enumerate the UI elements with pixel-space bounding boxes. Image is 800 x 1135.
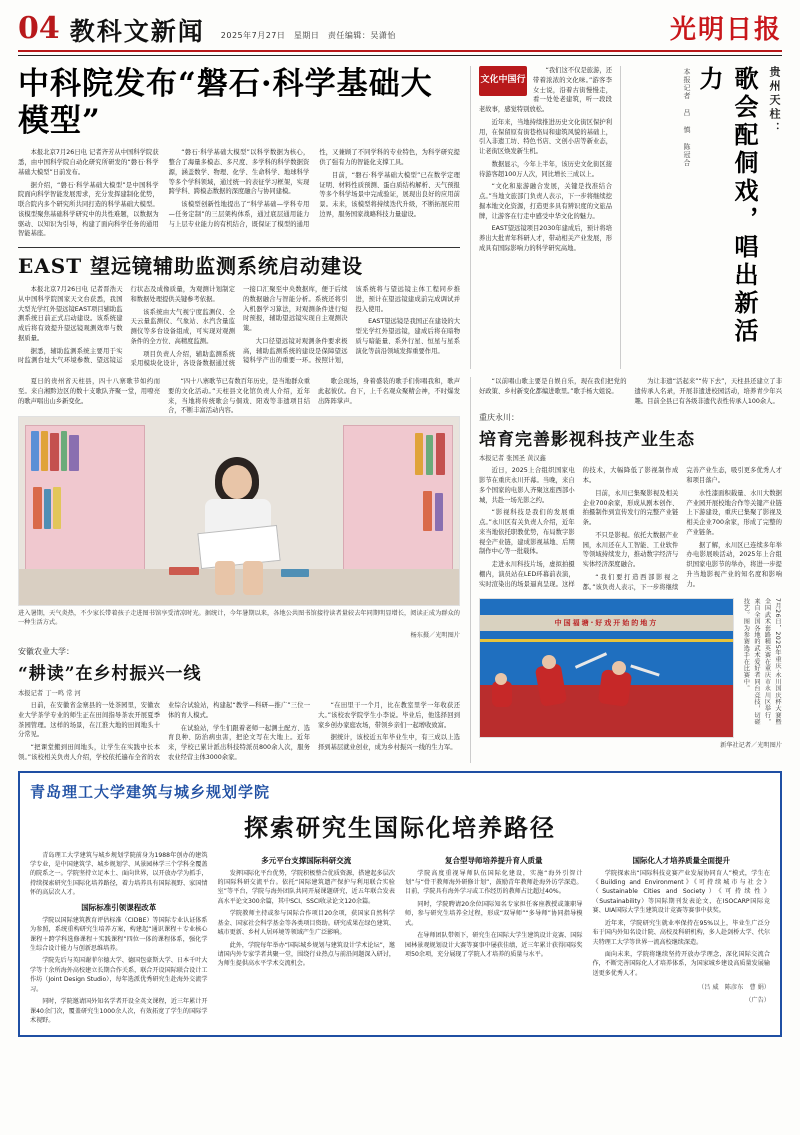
east-body	[18, 285, 460, 369]
masthead-divider	[18, 55, 782, 56]
nongda-byline: 本报记者 丁一鸣 常 河	[18, 690, 81, 698]
feature-signature: （吕 威 陈彦东 曹 娟）	[698, 984, 770, 992]
east-para: 大口径望远镜对观测条件要求极高，辅助监测系统的建设是保障望远镜科学产出的重要一环。按照计划，该系统将与望远镜主体工程同步推进，预计在望远镜建成前完成调试并投入使用。	[243, 286, 460, 365]
feature-para: 在导师团队带领下，研究生在国际大学生建筑设计竞赛、国际园林景观规划设计大赛等赛事中屡获佳绩，近三年累计获得国际奖项50余项，充分展现了学院人才培养的质量与水平。	[405, 932, 583, 959]
nongda-kicker: 安徽农业大学：	[18, 647, 74, 657]
guizhou-para: 夏日的贵州省天柱县，四十八寨歌节如约而至。来自湘黔边区的数十支歌队齐聚一堂，用嘹亮的歌声唱出山乡新变化。	[18, 378, 160, 405]
lead-para: 据介绍，“磐石·科学基础大模型”是中国科学院面向科学智能发展需求，充分发挥建制化优势，联合院内多个研究所共同打造的科学基础大模型。该模型聚焦基础科学研究中的共性难题，以数据为驱动、以知识为引导，构建了面向科学任务的通用智能基座。	[18, 181, 159, 238]
feature-column-3	[405, 851, 583, 1029]
feature-ad-note: （广告）	[745, 997, 770, 1005]
nongda-para: 在试验站，学生们跟着老师一起测土配方、选育良种、防治病虫害，把论文写在大地上。近年来，学校已累计派出科技特派员800余人次，服务农业经营主体3000余家。	[168, 724, 310, 761]
yongchuan-para: 走进永川科技片场，虚拟拍摄棚内，演员站在LED环幕前表演，实时渲染出的场景逼真呈现。这样的技术，大幅降低了影视制作成本。	[479, 467, 679, 588]
yongchuan-byline: 本报记者 张国圣 黄汉鑫	[479, 455, 546, 463]
yongchuan-kicker: 重庆永川：	[479, 413, 519, 423]
lead-headline: 中科院发布“磐石·科学基础大模型”	[18, 66, 433, 140]
guizhou-byline: 本报记者 吕 慎 陈冠合	[683, 68, 691, 167]
guizhou-para: 为让非遗“活起来”“传下去”，天柱县还建立了非遗传承人名录，开展非遗进校园活动，培养青少年兴趣。目前全县已有各级非遗代表性传承人100余人。	[634, 378, 782, 405]
yongchuan-para: “影视科技是我们的发展重点。”永川区有关负责人介绍，近年来当地依托职教优势，布局数字影视全产业链，建成影视基地、后期制作中心等一批载体。	[479, 509, 575, 556]
east-lead: 本报北京7月26日电 记者晋浩天从中国科学院国家天文台获悉，我国大型光学红外望远镜EAST项目辅助监测系统日前正式启动建设。该系统建成后将有效提升望远镜观测效率与数据质量。	[18, 286, 123, 342]
guizhou-kicker: 贵州天柱：	[768, 66, 781, 136]
feature-subtitle-1: 国际标准引领课程改革	[81, 902, 157, 912]
guizhou-story	[620, 66, 782, 369]
feature-intro	[30, 851, 208, 898]
feature-body-2	[218, 869, 396, 969]
feature-org: 青岛理工大学建筑与城乡规划学院	[30, 782, 271, 801]
nongda-para: “把课堂搬到田间地头，让学生在实践中长本领。”该校相关负责人介绍，学校依托遍布全省的农业综合试验站，构建起“教学—科研—推广”三位一体的育人模式。	[18, 702, 310, 761]
lead-para: 目前，“磐石·科学基础大模型”已在数学定理证明、材料性质预测、蛋白质结构解析、天气预报等多个科学场景中完成验证，展现出良好的应用前景。未来，该模型将持续迭代升级，不断拓展应用边界，服务国家战略科技力量建设。	[319, 171, 460, 218]
lead-para: 该模型创新性地提出了“科学基础—学科专用—任务定制”的三层架构体系，通过底层通用能力与上层专业能力的有机结合，既保证了模型的通用性，又兼顾了不同学科的专业特色，为科学研究提供了强有力的智能化支撑工具。	[168, 149, 460, 228]
yongchuan-para: 据了解，永川区已连续多年举办电影展映活动，2025年上合组织国家电影节的举办，将进一步提升当地影视产业的知名度和影响力。	[686, 541, 782, 588]
culture-para: “文化和旅游融合发展，关键是找准结合点。”当地文旅部门负责人表示，下一步将继续挖掘本地文化资源，打造更多具有辨识度的文旅品牌，让游客在行走中感受中华文化的魅力。	[479, 183, 612, 220]
guizhou-para: 歌会现场，身着盛装的歌手们你唱我和，歌声此起彼伏。台下，上千名观众聚精会神，不时爆发出阵阵掌声。	[318, 378, 460, 405]
guizhou-vertical-title	[629, 66, 782, 366]
feature-para: 同时，学院聘请20余位国际知名专家担任客座教授或兼职导师，参与研究生培养全过程，形成“双导师”“多导师”协同指导模式。	[405, 900, 583, 927]
feature-para: 学院探索出“国际科技竞赛产业发展协同育人”模式，学生在《Building and Environment》《可持续城市与社会》（Sustainable Cities and Society）《可持续性》（Sustainability）等国际期刊发表论文，在ISOCARP国际竞赛、UIA国际大学生建筑设计竞赛等赛事中获奖。	[592, 869, 770, 915]
feature-subtitle-4: 国际化人才培养质量全面提升	[632, 855, 730, 865]
yongchuan-para: “我们要打造西部影视之都。”该负责人表示，下一步将继续完善产业生态，吸引更多优秀人才和项目落户。	[582, 467, 782, 591]
feature-para: 发挥国际化平台优势，学院积极整合优质资源，搭建起多层次的国际科研交流平台。依托“国际建筑遗产保护与利用联合实验室”等平台，学院与海外团队共同开展课题研究，近五年联合发表高水平论文300余篇，其中SCI、SSCI收录论文120余篇。	[217, 869, 395, 905]
feature-subtitle-3: 复合型导师培养提升育人质量	[445, 855, 543, 865]
feature-column-1	[30, 851, 208, 1029]
culture-para: EAST望远镜项目2030年建成后，预计将培养出大批青年科研人才，带动相关产业发展，形成具有国际影响力的科学研究高地。	[479, 225, 612, 252]
lead-body	[18, 148, 460, 239]
culture-para: 近年来，当地持续推进历史文化街区保护利用，在保留原有街巷格局和建筑风貌的基础上，引入非遗工坊、特色书店、文创小店等新业态，让老街区焕发新生机。	[479, 118, 612, 155]
feature-para: 此外，学院每年举办“国际城乡规划与建筑设计学术论坛”，邀请国内外专家学者共聚一堂，围绕行业热点与前沿问题深入研讨，为师生提供高水平学术交流机会。	[217, 941, 395, 968]
feature-para: 学院先后与英国谢菲尔德大学、德国包豪斯大学、日本千叶大学等十余所海外高校建立长期合作关系，联合开设国际联合设计工作坊（Joint Design Studio），每年选派优秀研究生赴海外交流学习。	[30, 957, 208, 993]
feature-body-3	[405, 869, 583, 960]
feature-advertorial	[18, 771, 782, 1037]
culture-para: “我们这不仅是旅游，还带着浓浓的文化味。”游客李女士说，沿着古街慢慢走，看一处处老建筑，听一段段老故事，感觉特别放松。	[479, 67, 612, 113]
wushu-banner-text: 中国福塘·好戏开始的地方	[554, 619, 659, 628]
feature-subtitle-2: 多元平台支撑国际科研交流	[261, 855, 352, 865]
masthead	[18, 11, 782, 52]
yongchuan-para: 近日，2025上合组织国家电影节在重庆永川开幕。当晚，来自多个国家的电影人齐聚这座西部小城，共赴一场光影之约。	[479, 467, 575, 504]
yongchuan-para: 目前，永川已集聚影视及相关企业700余家，形成从剧本创作、拍摄制作到宣传发行的完整产业链条。	[582, 489, 679, 527]
nongda-headline: “耕读”在乡村振兴一线	[18, 664, 202, 685]
feature-para: 面向未来，学院将继续坚持开放办学理念，深化国际交流合作，不断完善国际化人才培养体系，为国家城乡建设高质量发展输送更多优秀人才。	[592, 951, 770, 977]
nongda-para: 日前，在安徽省金寨县的一处茶园里，安徽农业大学茶学专业的师生正在田间指导茶农开展夏季茶园管理。这样的场景，在江淮大地的田间地头十分常见。	[18, 702, 160, 739]
yongchuan-para: 不只是影视。依托大数据产业园，永川还在人工智能、工业软件等领域持续发力，推动数字经济与实体经济深度融合。	[582, 531, 679, 569]
feature-title: 探索研究生国际化培养路径	[244, 812, 556, 842]
feature-body-1	[30, 916, 208, 1026]
nongda-para: 据统计，该校近五年毕业生中，有三成以上选择到基层就业创业，成为乡村振兴一线的生力军。	[318, 734, 460, 752]
masthead-date: 2025年7月27日 星期日 责任编辑：吴潇怡	[220, 31, 396, 40]
mid-left-column	[18, 377, 470, 762]
lead-para: “磐石·科学基础大模型”以科学数据为核心，整合了海量多模态、多尺度、多学科的科学数据资源，涵盖数学、物理、化学、生命科学、地球科学等多个学科领域，通过统一的表征学习框架，实现跨学科、跨模态数据的深度融合与协同建模。	[168, 149, 310, 196]
feature-para: 学院高度重视导师队伍国际化建设，实施“海外引智计划”与“骨干教师海外研修计划”，鼓励青年教师赴海外访学深造。目前，学院具有海外学习或工作经历的教师占比超过40%。	[405, 869, 583, 896]
east-para: 据悉，辅助监测系统主要用于实时监测台址大气环境参数、望远镜运行状态及成像质量，为观测计划制定和数据处理提供关键参考依据。	[18, 286, 235, 365]
feature-column-4	[593, 851, 771, 1029]
guizhou-para: “以前唱山歌主要是自娱自乐，现在我们把党的好政策、乡村新变化都编进歌里。”歌手杨大姐说。	[479, 378, 627, 395]
guizhou-body	[18, 377, 460, 416]
feature-body-4	[593, 869, 771, 979]
top-zone	[18, 66, 782, 369]
nongda-para: “在田里干一个月，比在教室里学一年收获还大。”该校农学院学生小李说。毕业后，他选择回到家乡创办家庭农场，带领乡亲们一起增收致富。	[318, 702, 460, 729]
lead-para: 本报北京7月26日电 记者齐芳从中国科学院获悉，由中国科学院自动化研究所研发的“磐石·科学基础大模型”日前发布。	[18, 149, 159, 176]
culture-para: 数据显示，今年上半年，该历史文化街区接待游客超100万人次，同比增长三成以上。	[479, 160, 612, 178]
east-para: 该系统由大气视宁度监测仪、全天云量监测仪、气象站、水汽含量监测仪等多台设备组成，可实现对观测条件的全方位、高精度监测。	[130, 308, 235, 345]
paper-logo: 光明日报	[669, 15, 782, 45]
library-photo-caption: 进入暑期，天气炎热，不少家长带着孩子走进图书馆享受清凉时光。据统计，今年暑期以来，各地公共图书馆接待读者量较去年同期明显增长，阅读正成为群众的一种生活方式。	[18, 610, 460, 627]
feature-para: 学院以国际建筑教育评估标准（CIDBE）等国际专业认证体系为参照，系统重构研究生培养方案，构建起“通识课程＋专业核心课程＋跨学科选修课程＋实践课程”四位一体的课程体系，强化学生综合设计能力与创新思维培养。	[30, 916, 208, 953]
wushu-photo-credit: 新华社记者／光明图片	[720, 742, 782, 750]
mid-zone	[18, 377, 782, 762]
yongchuan-story	[470, 377, 782, 762]
feature-para: 学院教师主持或参与国际合作项目20余项，获国家自然科学基金、国家社会科学基金等各类项目资助。研究成果在绿色建筑、城市更新、乡村人居环境等领域产生广泛影响。	[217, 910, 395, 937]
wushu-photo-caption: 7月26日，2025年重庆·永川国庆杯大赛暨全国武术套路精英赛在重庆市永川区举行，来自全国各地的武术爱好者同台竞技，切磋技艺。图为参赛选手在比赛中。	[742, 598, 781, 726]
east-para: 项目负责人介绍，辅助监测系统采用模块化设计，各设备数据通过统一接口汇聚至中央数据库，便于后续的数据融合与智能分析。系统还将引入机器学习算法，对观测条件进行短时预报，辅助望远镜实现自主观测决策。	[130, 286, 348, 368]
guizhou-para: “四十八寨歌节已有数百年历史，是当地群众重要的文化活动。”天柱县文化馆负责人介绍，近年来，当地将传统歌会与侗戏、阳戏等非遗项目结合，不断丰富活动内容。	[168, 378, 310, 415]
wushu-photo	[479, 598, 734, 738]
culture-stamp-icon: 文化中国行	[479, 66, 527, 96]
lead-divider	[18, 247, 460, 248]
page-number: 04	[18, 11, 60, 46]
feature-para: 同时，学院邀请国外知名学者开设全英文课程，近三年累计开课40余门次，覆盖研究生1000余人次，有效拓宽了学生的国际学术视野。	[30, 998, 208, 1025]
guizhou-headline: 歌会配侗戏，唱出新活力	[695, 66, 759, 346]
guizhou-continued	[479, 377, 782, 406]
culture-body	[479, 66, 612, 254]
library-photo	[18, 416, 460, 606]
feature-intro-text: 青岛理工大学建筑与城乡规划学院前身为1988年创办的建筑学专业，是中国建筑学、城乡规划学、风景园林学三个学科全覆盖的院系之一。学院坚持立足本土、面向世界，以开放办学为抓手，持续探索研究生国际化培养路径，着力培养具有国际视野、家国情怀的高层次人才。	[30, 851, 208, 897]
nongda-body	[18, 701, 460, 763]
east-para: EAST望远镜是我国正在建设的大型光学红外望远镜，建成后将在暗物质与暗能量、系外行星、恒星与星系演化等前沿领域发挥重要作用。	[355, 318, 460, 355]
section-title: 教科文新闻	[69, 17, 205, 46]
yongchuan-para: 水性漆面积载量、水川大数据产业园开展校地合作等关键产业链上下游建设，重庆已集聚了影视及相关企业700余家，形成了完整的产业链条。	[686, 489, 782, 536]
feature-columns	[30, 851, 770, 1029]
yongchuan-body	[479, 466, 782, 592]
lead-story	[18, 66, 470, 369]
culture-column	[470, 66, 620, 369]
east-headline: EAST 望远镜辅助监测系统启动建设	[18, 254, 364, 279]
yongchuan-headline: 培育完善影视科技产业生态	[479, 430, 695, 451]
feature-para: 近年来，学院研究生就业率保持在95%以上，毕业生广泛分布于国内外知名设计院、高校及科研机构，多人赴剑桥大学、代尔夫特理工大学等世界一流高校继续深造。	[592, 919, 770, 946]
feature-column-2	[218, 851, 396, 1029]
library-photo-credit: 杨东摄／光明图片	[410, 631, 460, 639]
